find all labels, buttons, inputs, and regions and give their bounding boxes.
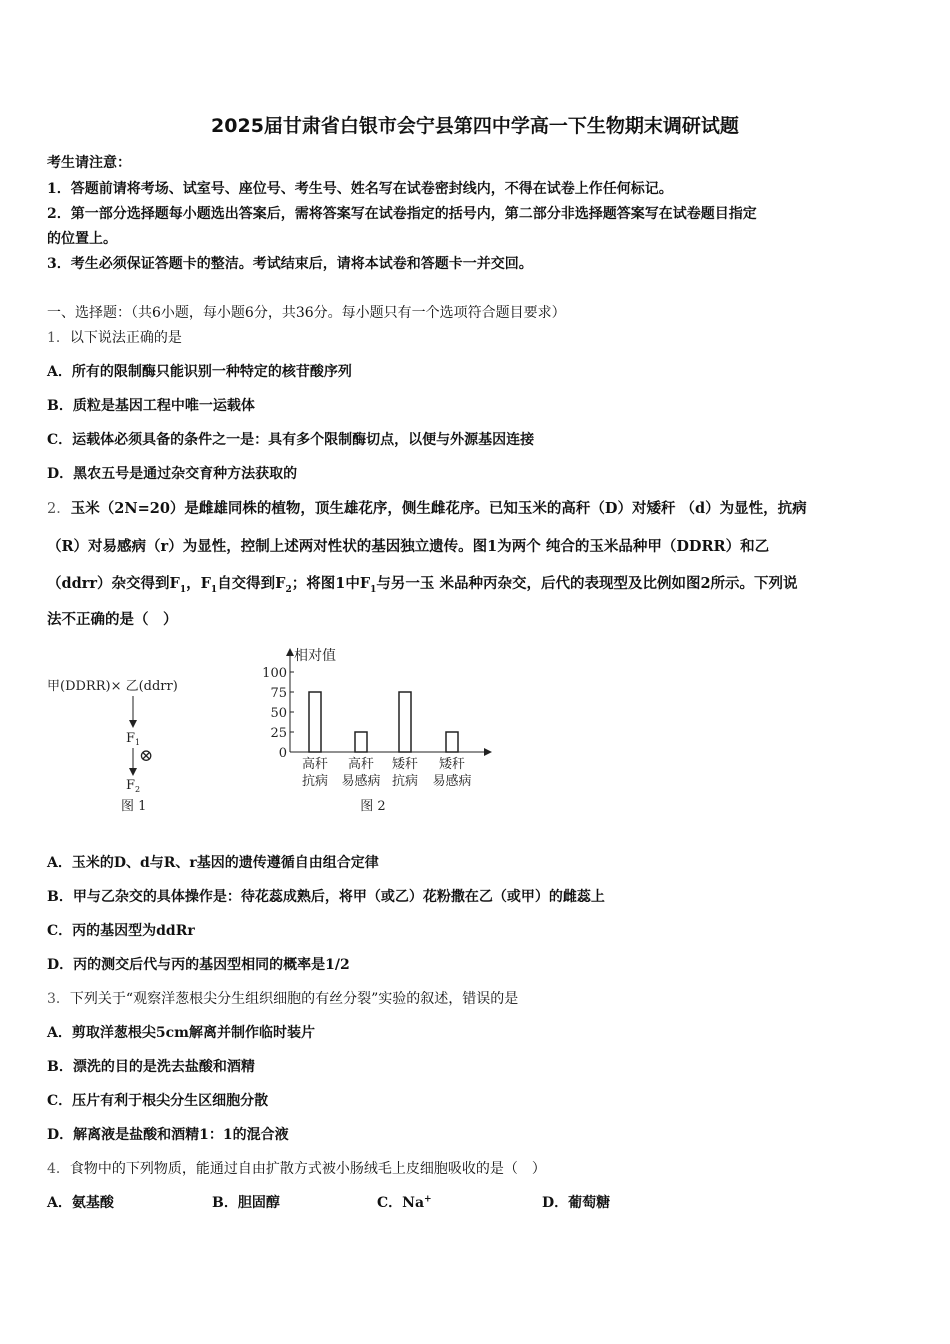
option-c: C．运载体必须具备的条件之一是：具有多个限制酶切点，以便与外源基因连接	[47, 432, 535, 448]
option-a: A．玉米的D、d与R、r基因的遗传遵循自由组合定律	[47, 855, 379, 871]
question-number: 1．	[47, 330, 70, 346]
option-b: B．质粒是基因工程中唯一运载体	[47, 398, 255, 414]
y-tick-label: 25	[270, 726, 287, 741]
option-c: C．丙的基因型为ddRr	[47, 923, 195, 939]
f1-label: $F_1$	[126, 731, 141, 747]
x-tick-label: 矮秆	[438, 757, 466, 772]
notice-heading: 考生请注意：	[47, 155, 131, 171]
arrow-head-icon	[129, 768, 137, 776]
y-tick-label: 0	[278, 746, 287, 761]
subscript: 2	[285, 584, 292, 595]
bar	[309, 692, 321, 752]
notice-item: 3．考生必须保证答题卡的整洁。考试结束后，请将本试卷和答题卡一并交回。	[47, 256, 533, 272]
question-3	[47, 988, 518, 1008]
question-text: 自交得到F	[217, 575, 286, 592]
x-tick-label: 抗病	[391, 774, 419, 789]
x-axis-arrow-icon	[484, 748, 492, 756]
question-text: ；将图1中F	[291, 575, 371, 592]
bar	[399, 692, 411, 752]
bar	[355, 732, 367, 752]
x-tick-label: 易感病	[341, 774, 381, 789]
option-d: D．黑农五号是通过杂交育种方法获取的	[47, 466, 298, 482]
option-b: B．胆固醇	[212, 1195, 280, 1211]
y-axis-label: 相对值	[294, 648, 336, 664]
notice-item: 1．答题前请将考场、试室号、座位号、考生号、姓名写在试卷密封线内，不得在试卷上作任何标记。	[47, 181, 673, 197]
figure-1	[45, 668, 245, 818]
option-b: B．漂洗的目的是洗去盐酸和酒精	[47, 1059, 255, 1075]
option-a: A．氨基酸	[47, 1195, 114, 1211]
x-tick-label: 抗病	[301, 774, 329, 789]
question-text: 玉米（2N=20）是雌雄同株的植物，顶生雄花序，侧生雌花序。已知玉米的高秆（D）对矮秆 （d）为显性，抗病	[70, 500, 807, 517]
question-stem: 下列关于“观察洋葱根尖分生组织细胞的有丝分裂”实验的叙述，错误的是	[69, 991, 519, 1007]
figure-2-caption: 图 2	[360, 799, 386, 814]
figure-2-chart	[250, 640, 510, 820]
option-a: A．所有的限制酶只能识别一种特定的核苷酸序列	[47, 364, 352, 380]
cross-label: 甲(DDRR)× 乙(ddrr)	[47, 679, 178, 694]
y-tick-label: 75	[270, 686, 287, 701]
option-c: C．Na+	[377, 1194, 432, 1211]
question-text: ，F	[186, 575, 211, 592]
subscript: 1	[210, 584, 218, 595]
section-heading: 一、选择题：（共6小题，每小题6分，共36分。每小题只有一个选项符合题目要求）	[47, 305, 566, 321]
selfing-icon: ⊗	[139, 746, 154, 766]
option-d: D．丙的测交后代与丙的基因型相同的概率是1/2	[47, 957, 350, 973]
question-number: 2．	[47, 501, 71, 517]
bar	[446, 732, 458, 752]
x-tick-label: 高秆	[347, 757, 375, 772]
option-c: C．压片有利于根尖分生区细胞分散	[47, 1093, 269, 1109]
notice-item: 2．第一部分选择题每小题选出答案后，需将答案写在试卷指定的括号内，第二部分非选择题答案写在试卷题目指定	[47, 206, 757, 222]
question-number: 3．	[47, 991, 70, 1007]
notice-item: 的位置上。	[47, 231, 117, 247]
f2-label: $F_2$	[126, 778, 141, 794]
x-tick-label: 高秆	[301, 757, 329, 772]
y-tick-label: 50	[270, 706, 287, 721]
question-text: 与另一玉 米品种丙杂交，后代的表现型及比例如图2所示。下列说	[376, 575, 798, 592]
x-tick-label: 易感病	[432, 774, 472, 789]
question-stem: 食物中的下列物质，能通过自由扩散方式被小肠绒毛上皮细胞吸收的是（ ）	[69, 1161, 546, 1177]
option-a: A．剪取洋葱根尖5cm解离并制作临时装片	[47, 1025, 315, 1041]
question-2-line: 法不正确的是（ ）	[47, 611, 178, 628]
question-2-line	[47, 572, 798, 595]
question-text: （ddrr）杂交得到F	[47, 575, 180, 592]
y-tick-label: 100	[262, 666, 287, 681]
question-stem: 以下说法正确的是	[69, 330, 182, 346]
figure-1-caption: 图 1	[121, 799, 147, 814]
question-number: 4．	[47, 1161, 70, 1177]
option-d: D．解离液是盐酸和酒精1：1的混合液	[47, 1127, 289, 1143]
option-b: B．甲与乙杂交的具体操作是：待花蕊成熟后，将甲（或乙）花粉撒在乙（或甲）的雌蕊上	[47, 889, 605, 905]
question-4	[47, 1158, 546, 1178]
subscript: 1	[370, 584, 377, 595]
arrow-head-icon	[129, 720, 137, 728]
subscript: 1	[179, 584, 187, 595]
question-2-line	[47, 497, 807, 518]
page-title: 2025届甘肃省白银市会宁县第四中学高一下生物期末调研试题	[211, 115, 739, 137]
y-axis-arrow-icon	[286, 648, 294, 656]
question-2-line: （R）对易感病（r）为显性，控制上述两对性状的基因独立遗传。图1为两个 纯合的玉米品种甲（DDRR）和乙	[47, 538, 770, 555]
question-1	[47, 327, 182, 347]
x-tick-label: 矮秆	[391, 757, 419, 772]
option-d: D．葡萄糖	[542, 1195, 611, 1211]
